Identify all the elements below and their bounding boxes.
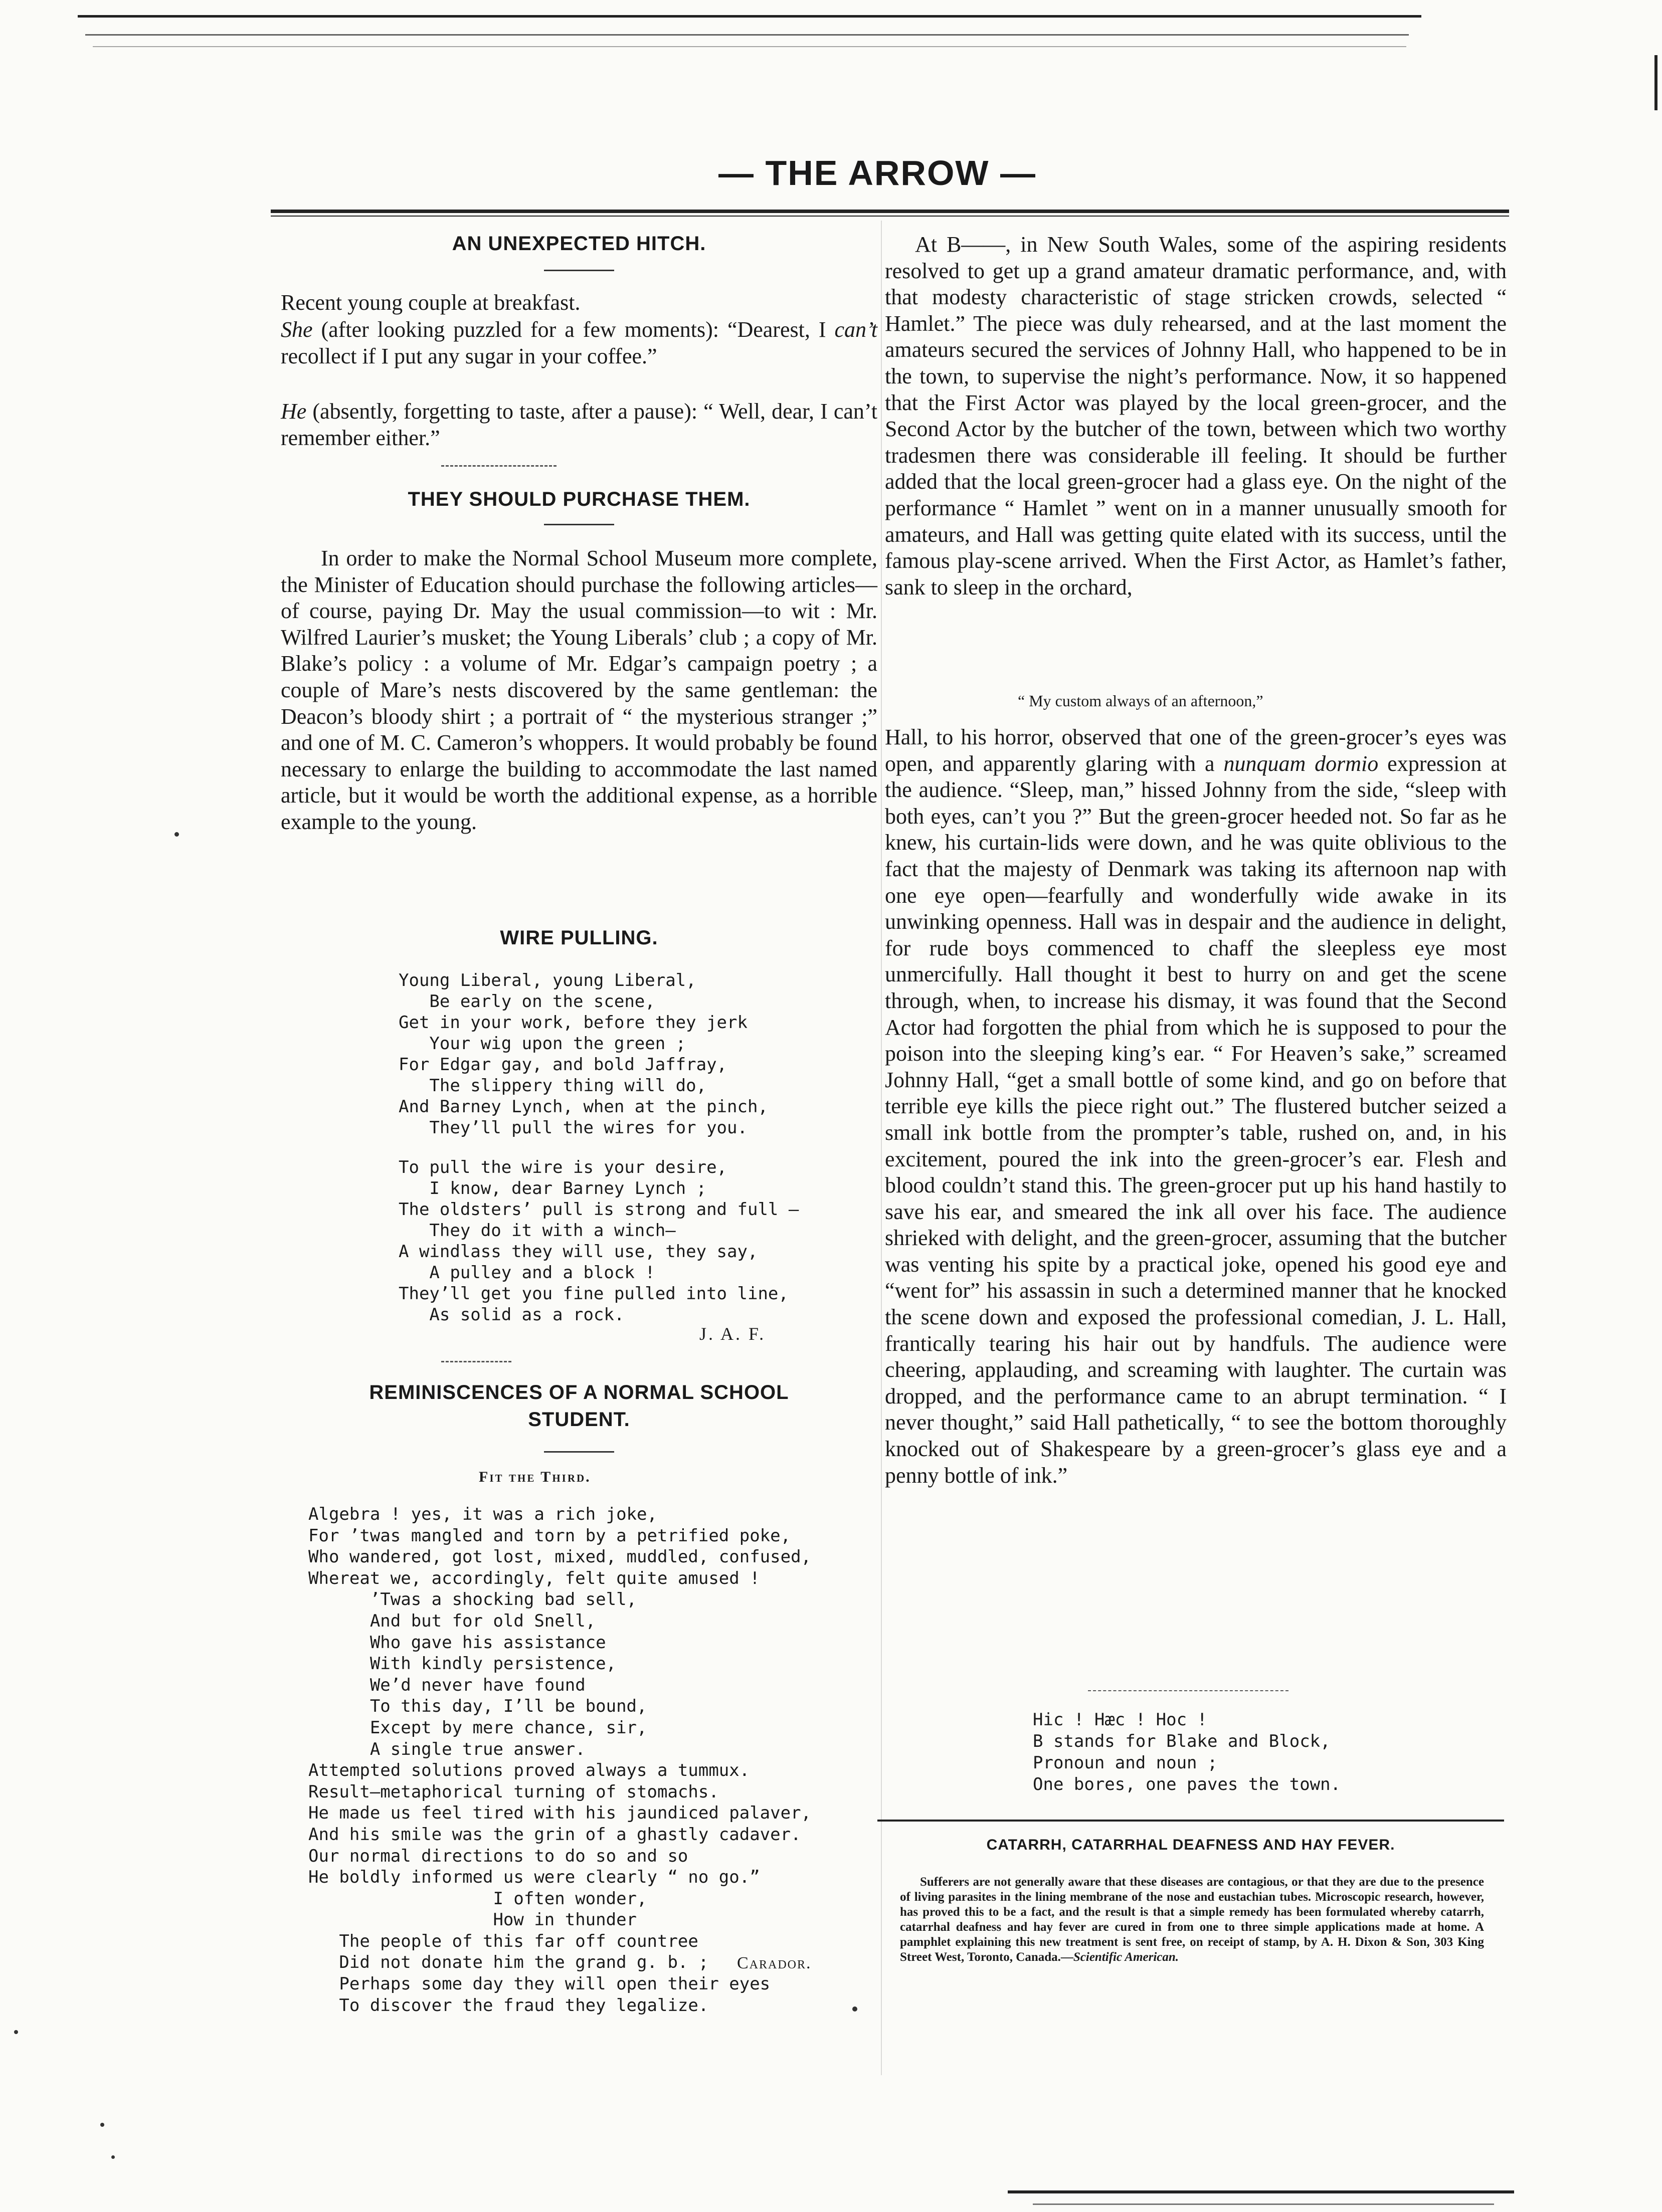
hitch-title: AN UNEXPECTED HITCH. — [452, 233, 706, 255]
hitch-line-2 — [281, 317, 877, 369]
hic-haec-hoc: Hic ! Hæc ! Hoc ! B stands for Blake and Block, Pronoun and noun ; One bores, one paves the town. — [1033, 1710, 1341, 1794]
story-2a: Hall, to his horror, observed that one of the green-grocer’s eyes was open, and apparently glaring with a — [885, 725, 1507, 776]
masthead-rule-thin — [271, 216, 1509, 217]
story-latin: nunquam dormio — [1223, 751, 1379, 776]
masthead-rule — [271, 210, 1509, 213]
wire-stanza-1: Young Liberal, young Liberal, Be early on the scene, Get in your work, before they jerk Your wig upon the green ; For Edgar gay, and bold Jaffray, The slippery thing will do, And Barney Lynch, when at the pinch, They’ll pull the wires for you. — [399, 970, 768, 1138]
speck-4 — [100, 2123, 104, 2127]
masthead: — THE ARROW — — [718, 153, 1036, 192]
catarrh-rule — [877, 1820, 1504, 1822]
wire-signature: J. A. F. — [699, 1324, 766, 1344]
top-rule-2 — [85, 34, 1409, 36]
story-part-1: At B——, in New South Wales, some of the aspiring residents resolved to get up a grand amateur dramatic performance, and, with that modesty characteristic of stage stricken crowds, selected “ Hamlet.” The piece was duly rehearsed, and at the last moment the amateurs secured the services of Johnny Hall, who happened to be in the town, to supervise the night’s performance. Now, it so happened that the First Actor was played by the local green-grocer, and the Second Actor by the butcher of the town, between which two worthy tradesmen there was considerable ill feeling. It should be further added that the local green-grocer had a glass eye. On the night of the performance “ Hamlet ” went on in a manner unusually smooth for amateurs, and Hall was getting quite elated with its success, until the famous play-scene arrived. When the First Actor, as Hamlet’s father, sank to sleep in the orchard, — [885, 232, 1507, 599]
hitch-line-1 — [281, 290, 877, 316]
top-rule-1 — [78, 15, 1421, 18]
story-end-rule — [1088, 1690, 1288, 1691]
catarrh-title: CATARRH, CATARRHAL DEAFNESS AND HAY FEVER. — [986, 1837, 1395, 1853]
purchase-body: In order to make the Normal School Museum more complete, the Minister of Education should purchase the following articles—of course, paying Dr. May the usual commission—to wit : Mr. Wilfred Laurier’s musket; the Young Liberals’ club ; a copy of Mr. Blake’s policy : a volume of Mr. Edgar’s campaign poetry ; a couple of Mare’s nests discovered by the same gentleman: the Deacon’s bloody shirt ; a portrait of “ the mysterious stranger ;” and one of M. C. Cameron’s whoppers. It would probably be found necessary to enlarge the building to accommodate the last named article, but it would be worth the additional expense, as a horrible example to the young. — [281, 546, 877, 834]
speck-3 — [14, 2030, 18, 2034]
catarrh-source: Scientific American. — [1073, 1950, 1179, 1964]
hitch-end-rule — [441, 465, 557, 467]
reminiscences-signature: Carador. — [737, 1954, 812, 1972]
bottom-rule-2 — [1033, 2203, 1494, 2205]
catarrh-body-text: Sufferers are not generally aware that these diseases are contagious, or that they are due to the presence of living parasites in the lining membrane of the nose and eustachian tubes. Microscopic research, however, has proved this to be a fact, and the result is that a simple remedy has been formulated whereby catarrh, catarrhal deafness and hay fever are cured in from one to three simple applications made at home. A pamphlet explaining this new treatment is sent free, on receipt of stamp, by A. H. Dixon & Son, 303 King Street West, Toronto, Canada.— — [900, 1875, 1484, 1964]
hitch-she: She — [281, 317, 313, 342]
wire-end-rule — [441, 1361, 511, 1362]
hitch-he: He — [281, 399, 307, 424]
wire-title: WIRE PULLING. — [500, 927, 658, 949]
hitch-p2-b: recollect if I put any sugar in your coffee.” — [281, 343, 657, 368]
hitch-title-rule — [544, 270, 614, 271]
hitch-line-3 — [281, 398, 877, 451]
purchase-title-rule — [544, 524, 614, 525]
edge-mark — [1654, 55, 1657, 110]
hitch-p2-a: (after looking puzzled for a few moments): “Dearest, I — [312, 317, 835, 342]
speck-2 — [174, 832, 179, 837]
wire-stanza-2: To pull the wire is your desire, I know, dear Barney Lynch ; The oldsters’ pull is strong and full — They do it with a winch— A windlass they will use, they say, A pulley and a block ! They’ll get you fine pulled into line, As solid as a rock. — [399, 1157, 799, 1325]
reminiscences-title-1: REMINISCENCES OF A NORMAL SCHOOL — [369, 1381, 789, 1403]
column-divider — [881, 221, 882, 2075]
top-rule-3 — [93, 46, 1406, 47]
hitch-p3: (absently, forgetting to taste, after a pause): “ Well, dear, I can’t remember either.” — [281, 399, 877, 450]
reminiscences-poem: Algebra ! yes, it was a rich joke, For ’twas mangled and torn by a petrified poke, Who wandered, got lost, mixed, muddled, confused, Whereat we, accordingly, felt quite amused ! ’Twas a shocking bad sell, And but for old Snell, Who gave his assistance With kindly persistence, We’d never have found To this day, I’ll be bound, Except by mere chance, sir, A single true answer. Attempted solutions proved always a tummux. Result—metaphorical turning of stomachs. He made us feel tired with his jaundiced palaver, And his smile was the grin of a ghastly cadaver. Our normal directions to do so and so He boldly informed us were clearly “ no go.” I often wonder, How in thunder The people of this far off countree Did not donate him the grand g. b. ; Perhaps some day they will open their eyes To discover the fraud they legalize. — [308, 1504, 812, 2016]
reminiscences-title-rule — [544, 1451, 614, 1453]
hitch-cant: can’t — [834, 317, 877, 342]
story-quote: “ My custom always of an afternoon,” — [1018, 692, 1263, 710]
bottom-rule-1 — [1008, 2190, 1514, 2193]
purchase-title: THEY SHOULD PURCHASE THEM. — [408, 488, 751, 510]
story-part-2 — [885, 724, 1507, 1489]
reminiscences-subtitle: Fit the Third. — [479, 1469, 591, 1485]
catarrh-body — [900, 1875, 1484, 1965]
story-2b: expression at the audience. “Sleep, man,” hissed Johnny from the side, “sleep with both eyes, can’t you ?” But the green-grocer heeded not. So far as he knew, his curtain-lids were down, and he was quite oblivious to the fact that the majesty of Denmark was taking its afternoon nap with one eye open—fearfully and wonderfully wide awake in its unwinking openness. Hall was in despair and the audience in delight, for rude boys commenced to chaff the sleepless eye most unmercifully. Hall thought it best to hurry on and get the scene through, when, to increase his dismay, it was found that the Second Actor had forgotten the phial from which he is supposed to pour the poison into the sleeping king’s ear. “ For Heaven’s sake,” screamed Johnny Hall, “get a small bottle of some kind, and go on before that terrible eye kills the piece right out.” The flustered butcher seized a small ink bottle from the prompter’s table, rushed on, and, in his excitement, poured the ink into the green-grocer’s ear. Flesh and blood couldn’t stand this. The green-grocer put up his hand hastily to save his ear, and smeared the ink all over his face. The audience shrieked with delight, and the green-grocer, assuming that the butcher was venting his spite by a practical joke, opened his good eye and “went for” his assassin in such a determined manner that he knocked the scene down and exposed the professional comedian, J. L. Hall, frantically tearing his hair out by handfuls. The audience were cheering, applauding, and screaming with laughter. The curtain was dropped, and the performance came to an abrupt termination. “ I never thought,” said Hall pathetically, “ to see the bottom thoroughly knocked out of Shakespeare by a green-grocer’s glass eye and a penny bottle of ink.” — [885, 751, 1507, 1488]
hitch-p1: Recent young couple at breakfast. — [281, 290, 581, 315]
speck-1 — [852, 2006, 857, 2012]
reminiscences-title-2: STUDENT. — [528, 1409, 630, 1431]
speck-5 — [111, 2155, 115, 2159]
